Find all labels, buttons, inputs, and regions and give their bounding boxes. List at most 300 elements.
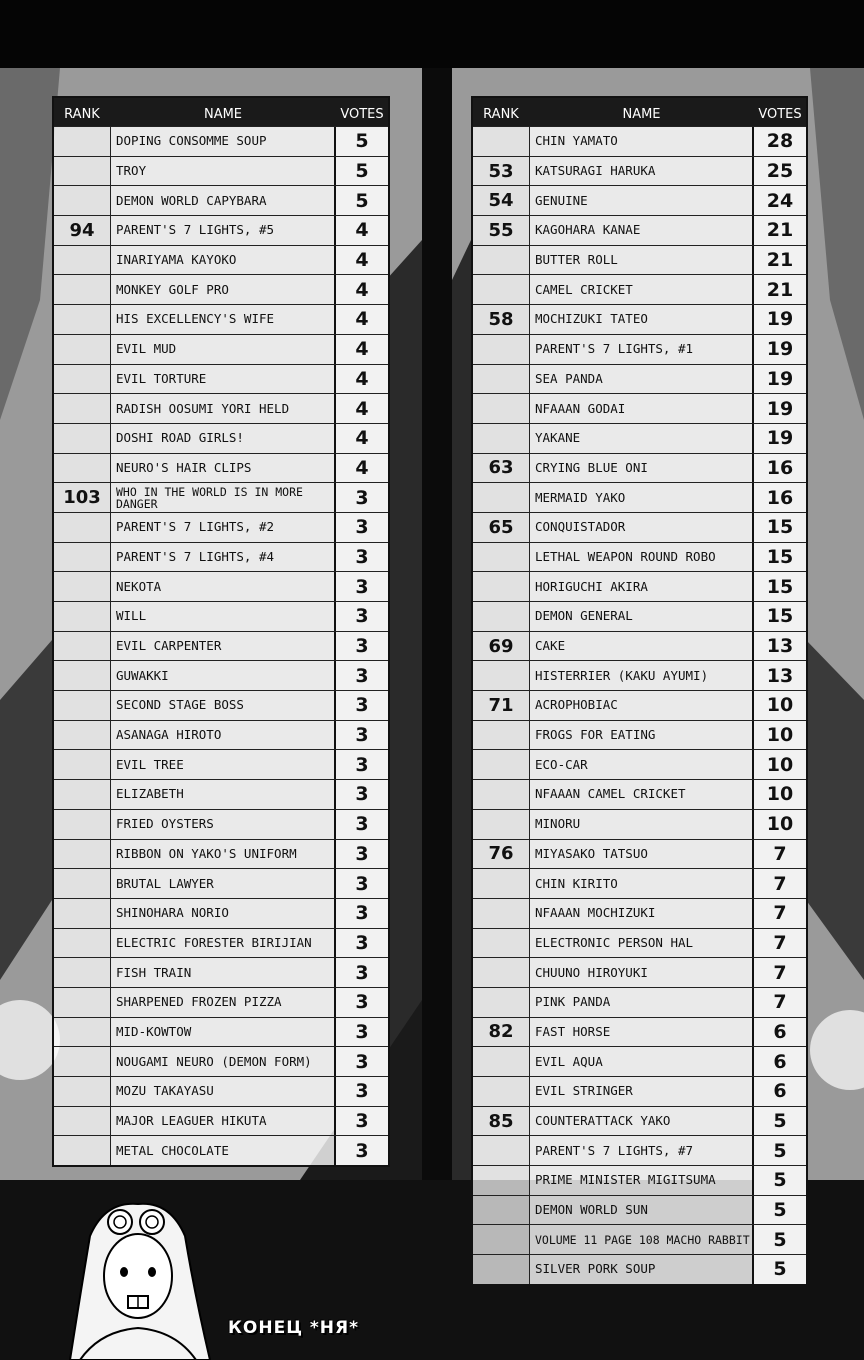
rank-cell — [473, 275, 530, 304]
name-cell: ELECTRONIC PERSON HAL — [530, 929, 752, 958]
votes-cell: 15 — [752, 543, 806, 572]
votes-cell: 15 — [752, 572, 806, 601]
name-cell: FROGS FOR EATING — [530, 721, 752, 750]
table-row — [54, 690, 388, 720]
table-row — [54, 898, 388, 928]
right-table-body — [473, 126, 806, 1284]
table-row — [473, 215, 806, 245]
votes-cell: 3 — [334, 543, 388, 572]
page-spine — [422, 68, 452, 1360]
table-row — [54, 631, 388, 661]
votes-cell: 3 — [334, 632, 388, 661]
rank-cell — [54, 454, 111, 483]
name-cell: NFAAAN GODAI — [530, 394, 752, 423]
rank-cell — [54, 157, 111, 186]
votes-cell: 5 — [334, 186, 388, 215]
votes-cell: 24 — [752, 186, 806, 215]
rank-cell — [54, 750, 111, 779]
name-cell: DEMON GENERAL — [530, 602, 752, 631]
votes-header: VOTES — [758, 107, 802, 122]
rank-cell — [54, 1018, 111, 1047]
votes-cell: 4 — [334, 305, 388, 334]
table-row — [54, 453, 388, 483]
name-cell: HISTERRIER (KAKU AYUMI) — [530, 661, 752, 690]
name-cell: CHIN KIRITO — [530, 869, 752, 898]
name-cell: EVIL STRINGER — [530, 1077, 752, 1106]
name-cell: GUWAKKI — [111, 661, 334, 690]
rank-cell — [54, 305, 111, 334]
votes-cell: 28 — [752, 127, 806, 156]
table-row — [473, 512, 806, 542]
rank-cell — [473, 929, 530, 958]
rank-cell — [54, 958, 111, 987]
name-cell: CAKE — [530, 632, 752, 661]
votes-cell: 4 — [334, 275, 388, 304]
name-header: NAME — [622, 107, 661, 122]
name-cell: RADISH OOSUMI YORI HELD — [111, 394, 334, 423]
name-cell: GENUINE — [530, 186, 752, 215]
name-cell: DOPING CONSOMME SOUP — [111, 127, 334, 156]
right-ranking-table — [471, 96, 808, 1286]
name-cell: DEMON WORLD SUN — [530, 1196, 752, 1225]
table-row — [473, 749, 806, 779]
name-cell: ELECTRIC FORESTER BIRIJIAN — [111, 929, 334, 958]
votes-header: VOTES — [340, 107, 384, 122]
rank-cell: 63 — [473, 454, 530, 483]
table-row — [54, 1017, 388, 1047]
table-row — [473, 1046, 806, 1076]
table-row — [473, 601, 806, 631]
votes-cell: 21 — [752, 216, 806, 245]
rank-cell — [473, 1255, 530, 1284]
name-cell: PARENT'S 7 LIGHTS, #5 — [111, 216, 334, 245]
name-cell: FISH TRAIN — [111, 958, 334, 987]
table-row — [54, 601, 388, 631]
table-row — [54, 512, 388, 542]
rank-cell — [54, 691, 111, 720]
rank-cell — [473, 543, 530, 572]
votes-cell: 3 — [334, 929, 388, 958]
table-row — [54, 542, 388, 572]
votes-cell: 13 — [752, 632, 806, 661]
votes-cell: 3 — [334, 1107, 388, 1136]
name-cell: WHO IN THE WORLD IS IN MORE DANGER — [111, 483, 334, 512]
rank-cell — [54, 1136, 111, 1165]
rank-cell: 82 — [473, 1018, 530, 1047]
table-row — [473, 779, 806, 809]
rank-cell — [54, 602, 111, 631]
rank-cell — [473, 1196, 530, 1225]
name-cell: DOSHI ROAD GIRLS! — [111, 424, 334, 453]
votes-cell: 7 — [752, 929, 806, 958]
table-row — [54, 839, 388, 869]
rank-cell — [473, 394, 530, 423]
name-cell: BRUTAL LAWYER — [111, 869, 334, 898]
votes-cell: 3 — [334, 572, 388, 601]
table-row — [54, 304, 388, 334]
rank-cell — [54, 424, 111, 453]
name-cell: COUNTERATTACK YAKO — [530, 1107, 752, 1136]
votes-cell: 4 — [334, 454, 388, 483]
rank-cell: 69 — [473, 632, 530, 661]
rank-cell — [473, 483, 530, 512]
votes-cell: 19 — [752, 365, 806, 394]
table-row — [473, 809, 806, 839]
votes-cell: 3 — [334, 750, 388, 779]
name-cell: SEA PANDA — [530, 365, 752, 394]
rank-cell — [473, 127, 530, 156]
votes-cell: 5 — [752, 1166, 806, 1195]
rank-cell — [54, 810, 111, 839]
votes-cell: 3 — [334, 661, 388, 690]
rank-cell — [473, 899, 530, 928]
votes-cell: 4 — [334, 246, 388, 275]
table-row — [54, 720, 388, 750]
name-cell: NFAAAN MOCHIZUKI — [530, 899, 752, 928]
table-row — [473, 957, 806, 987]
name-cell: TROY — [111, 157, 334, 186]
votes-cell: 3 — [334, 869, 388, 898]
rank-cell — [54, 721, 111, 750]
table-row — [473, 1076, 806, 1106]
rank-cell — [473, 988, 530, 1017]
rank-cell: 85 — [473, 1107, 530, 1136]
votes-cell: 10 — [752, 721, 806, 750]
name-cell: FRIED OYSTERS — [111, 810, 334, 839]
name-cell: MONKEY GOLF PRO — [111, 275, 334, 304]
table-row — [54, 364, 388, 394]
table-row — [54, 1135, 388, 1165]
table-row — [473, 987, 806, 1017]
footer-caption: КОНЕЦ *НЯ* — [228, 1318, 359, 1338]
votes-cell: 3 — [334, 602, 388, 631]
name-cell: EVIL TREE — [111, 750, 334, 779]
votes-cell: 21 — [752, 246, 806, 275]
name-cell: PARENT'S 7 LIGHTS, #2 — [111, 513, 334, 542]
votes-cell: 3 — [334, 691, 388, 720]
table-row — [473, 1195, 806, 1225]
table-row — [54, 1046, 388, 1076]
rank-cell: 94 — [54, 216, 111, 245]
name-cell: PRIME MINISTER MIGITSUMA — [530, 1166, 752, 1195]
table-row — [54, 928, 388, 958]
votes-cell: 5 — [334, 157, 388, 186]
name-cell: YAKANE — [530, 424, 752, 453]
name-cell: NOUGAMI NEURO (DEMON FORM) — [111, 1047, 334, 1076]
table-row — [473, 868, 806, 898]
table-row — [473, 1017, 806, 1047]
votes-cell: 19 — [752, 305, 806, 334]
votes-cell: 3 — [334, 513, 388, 542]
table-row — [54, 334, 388, 364]
votes-cell: 15 — [752, 602, 806, 631]
rank-cell — [473, 424, 530, 453]
votes-cell: 7 — [752, 899, 806, 928]
name-cell: MID-KOWTOW — [111, 1018, 334, 1047]
votes-cell: 21 — [752, 275, 806, 304]
votes-cell: 7 — [752, 988, 806, 1017]
votes-cell: 3 — [334, 840, 388, 869]
votes-cell: 4 — [334, 424, 388, 453]
rank-cell — [54, 632, 111, 661]
rank-cell: 103 — [54, 483, 111, 512]
votes-cell: 5 — [752, 1136, 806, 1165]
votes-cell: 5 — [334, 127, 388, 156]
table-row — [473, 334, 806, 364]
left-ranking-table — [52, 96, 390, 1167]
votes-cell: 16 — [752, 454, 806, 483]
rank-cell: 76 — [473, 840, 530, 869]
table-row — [54, 274, 388, 304]
rank-cell — [473, 810, 530, 839]
table-row — [54, 1076, 388, 1106]
name-cell: MOZU TAKAYASU — [111, 1077, 334, 1106]
name-cell: MAJOR LEAGUER HIKUTA — [111, 1107, 334, 1136]
votes-cell: 15 — [752, 513, 806, 542]
name-cell: MERMAID YAKO — [530, 483, 752, 512]
rank-cell — [54, 246, 111, 275]
votes-cell: 3 — [334, 1047, 388, 1076]
votes-cell: 7 — [752, 840, 806, 869]
name-cell: SILVER PORK SOUP — [530, 1255, 752, 1284]
table-row — [54, 126, 388, 156]
table-row — [54, 1106, 388, 1136]
votes-cell: 3 — [334, 1018, 388, 1047]
name-cell: ASANAGA HIROTO — [111, 721, 334, 750]
rank-cell: 55 — [473, 216, 530, 245]
name-cell: CRYING BLUE ONI — [530, 454, 752, 483]
table-row — [54, 423, 388, 453]
rank-cell — [473, 602, 530, 631]
name-cell: MINORU — [530, 810, 752, 839]
table-row — [473, 393, 806, 423]
votes-cell: 7 — [752, 958, 806, 987]
votes-cell: 6 — [752, 1047, 806, 1076]
name-cell: PARENT'S 7 LIGHTS, #1 — [530, 335, 752, 364]
table-row — [473, 660, 806, 690]
votes-cell: 19 — [752, 335, 806, 364]
table-row — [54, 482, 388, 512]
votes-cell: 6 — [752, 1018, 806, 1047]
table-row — [473, 274, 806, 304]
rank-cell — [473, 721, 530, 750]
table-row — [473, 1224, 806, 1254]
votes-cell: 5 — [752, 1196, 806, 1225]
votes-cell: 3 — [334, 810, 388, 839]
name-cell: EVIL CARPENTER — [111, 632, 334, 661]
rank-cell — [54, 543, 111, 572]
rank-cell — [473, 1225, 530, 1254]
name-cell: SHARPENED FROZEN PIZZA — [111, 988, 334, 1017]
table-header — [473, 98, 806, 126]
name-cell: MOCHIZUKI TATEO — [530, 305, 752, 334]
rank-cell — [473, 1047, 530, 1076]
votes-cell: 3 — [334, 780, 388, 809]
rank-cell: 58 — [473, 305, 530, 334]
rank-cell — [473, 869, 530, 898]
rank-cell — [473, 780, 530, 809]
table-row — [473, 898, 806, 928]
left-table-body — [54, 126, 388, 1165]
rank-cell — [473, 1166, 530, 1195]
rank-cell — [54, 1107, 111, 1136]
votes-cell: 4 — [334, 365, 388, 394]
name-cell: CAMEL CRICKET — [530, 275, 752, 304]
rank-cell — [54, 780, 111, 809]
table-row — [473, 928, 806, 958]
name-cell: WILL — [111, 602, 334, 631]
name-cell: MIYASAKO TATSUO — [530, 840, 752, 869]
name-cell: ACROPHOBIAC — [530, 691, 752, 720]
votes-cell: 3 — [334, 958, 388, 987]
table-row — [473, 245, 806, 275]
votes-cell: 10 — [752, 750, 806, 779]
rank-cell — [54, 365, 111, 394]
name-cell: SECOND STAGE BOSS — [111, 691, 334, 720]
votes-cell: 16 — [752, 483, 806, 512]
name-cell: METAL CHOCOLATE — [111, 1136, 334, 1165]
name-cell: DEMON WORLD CAPYBARA — [111, 186, 334, 215]
name-cell: ELIZABETH — [111, 780, 334, 809]
rank-header: RANK — [483, 107, 519, 122]
votes-cell: 3 — [334, 721, 388, 750]
table-row — [473, 1254, 806, 1284]
votes-cell: 4 — [334, 216, 388, 245]
name-cell: SHINOHARA NORIO — [111, 899, 334, 928]
votes-cell: 4 — [334, 335, 388, 364]
rank-cell — [473, 958, 530, 987]
name-cell: HIS EXCELLENCY'S WIFE — [111, 305, 334, 334]
table-row — [473, 364, 806, 394]
table-row — [473, 631, 806, 661]
rank-cell — [54, 127, 111, 156]
table-row — [54, 779, 388, 809]
rank-cell: 71 — [473, 691, 530, 720]
votes-cell: 3 — [334, 1077, 388, 1106]
table-header — [54, 98, 388, 126]
votes-cell: 6 — [752, 1077, 806, 1106]
name-cell: EVIL AQUA — [530, 1047, 752, 1076]
votes-cell: 10 — [752, 691, 806, 720]
rank-cell — [54, 869, 111, 898]
votes-cell: 3 — [334, 1136, 388, 1165]
name-cell: CONQUISTADOR — [530, 513, 752, 542]
votes-cell: 25 — [752, 157, 806, 186]
name-cell: PARENT'S 7 LIGHTS, #7 — [530, 1136, 752, 1165]
votes-cell: 3 — [334, 483, 388, 512]
table-row — [473, 720, 806, 750]
table-row — [54, 987, 388, 1017]
table-row — [54, 156, 388, 186]
votes-cell: 19 — [752, 424, 806, 453]
name-cell: HORIGUCHI AKIRA — [530, 572, 752, 601]
table-row — [54, 868, 388, 898]
rank-cell — [54, 661, 111, 690]
rank-cell — [473, 750, 530, 779]
table-row — [473, 453, 806, 483]
votes-cell: 13 — [752, 661, 806, 690]
name-cell: NEURO'S HAIR CLIPS — [111, 454, 334, 483]
table-row — [54, 660, 388, 690]
rank-cell: 53 — [473, 157, 530, 186]
name-cell: ECO-CAR — [530, 750, 752, 779]
name-cell: FAST HORSE — [530, 1018, 752, 1047]
table-row — [473, 304, 806, 334]
name-cell: KATSURAGI HARUKA — [530, 157, 752, 186]
table-row — [473, 482, 806, 512]
rank-cell — [54, 929, 111, 958]
table-row — [54, 215, 388, 245]
table-row — [473, 423, 806, 453]
rank-cell — [473, 572, 530, 601]
votes-cell: 4 — [334, 394, 388, 423]
character-doodle — [60, 1196, 220, 1360]
rank-cell — [54, 899, 111, 928]
votes-cell: 5 — [752, 1255, 806, 1284]
name-cell: PINK PANDA — [530, 988, 752, 1017]
name-cell: VOLUME 11 PAGE 108 MACHO RABBIT — [530, 1225, 752, 1254]
table-row — [473, 185, 806, 215]
table-row — [473, 1135, 806, 1165]
table-row — [54, 185, 388, 215]
table-row — [54, 571, 388, 601]
table-row — [54, 393, 388, 423]
table-row — [473, 571, 806, 601]
table-row — [473, 839, 806, 869]
name-cell: PARENT'S 7 LIGHTS, #4 — [111, 543, 334, 572]
name-cell: BUTTER ROLL — [530, 246, 752, 275]
table-row — [473, 690, 806, 720]
rank-cell — [473, 1077, 530, 1106]
name-cell: NFAAAN CAMEL CRICKET — [530, 780, 752, 809]
rank-cell — [54, 513, 111, 542]
votes-cell: 10 — [752, 810, 806, 839]
rank-cell: 54 — [473, 186, 530, 215]
name-cell: RIBBON ON YAKO'S UNIFORM — [111, 840, 334, 869]
rank-cell — [54, 1047, 111, 1076]
table-row — [54, 957, 388, 987]
rank-cell — [473, 335, 530, 364]
rank-cell — [473, 246, 530, 275]
table-row — [473, 542, 806, 572]
rank-cell — [54, 335, 111, 364]
votes-cell: 5 — [752, 1225, 806, 1254]
rank-cell — [473, 1136, 530, 1165]
name-cell: CHIN YAMATO — [530, 127, 752, 156]
rank-cell — [54, 988, 111, 1017]
table-row — [473, 156, 806, 186]
name-cell: KAGOHARA KANAE — [530, 216, 752, 245]
rank-cell — [473, 365, 530, 394]
votes-cell: 7 — [752, 869, 806, 898]
table-row — [473, 126, 806, 156]
name-header: NAME — [203, 107, 243, 122]
rank-cell — [54, 186, 111, 215]
votes-cell: 3 — [334, 988, 388, 1017]
rank-cell: 65 — [473, 513, 530, 542]
name-cell: EVIL TORTURE — [111, 365, 334, 394]
name-cell: CHUUNO HIROYUKI — [530, 958, 752, 987]
rank-cell — [473, 661, 530, 690]
rank-header: RANK — [64, 107, 100, 122]
name-cell: INARIYAMA KAYOKO — [111, 246, 334, 275]
table-row — [54, 245, 388, 275]
votes-cell: 19 — [752, 394, 806, 423]
table-row — [54, 809, 388, 839]
name-cell: NEKOTA — [111, 572, 334, 601]
name-cell: EVIL MUD — [111, 335, 334, 364]
votes-cell: 5 — [752, 1107, 806, 1136]
